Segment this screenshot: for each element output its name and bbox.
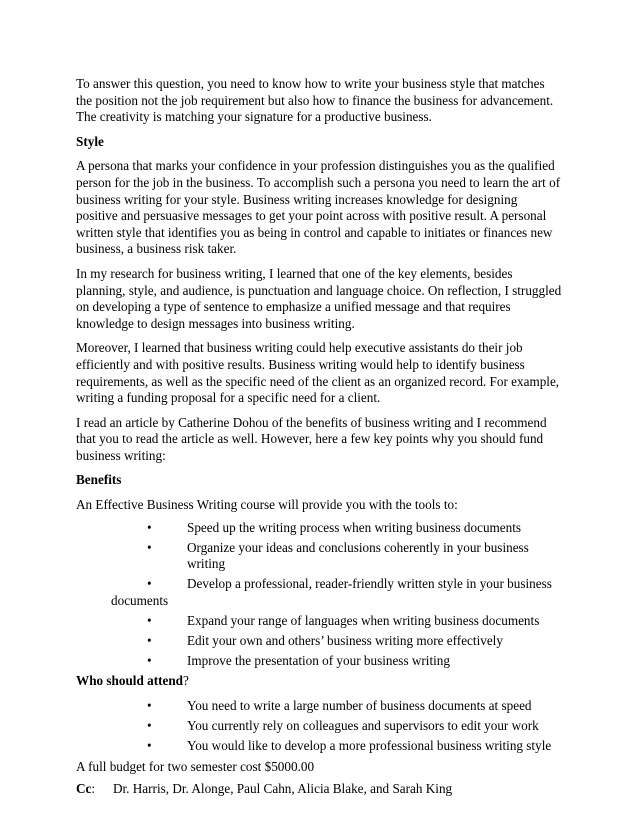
budget-line: A full budget for two semester cost $5000.00 xyxy=(76,758,315,774)
bullet-icon: • xyxy=(147,519,152,535)
cc-label xyxy=(76,781,113,798)
list-item xyxy=(76,520,562,537)
document-page xyxy=(76,76,562,806)
list-item xyxy=(76,738,562,755)
bullet-icon: • xyxy=(147,738,152,754)
cc-colon: : xyxy=(91,781,96,797)
intro-paragraph: To answer this question, you need to know how to write your business style that matches the position not the job requirement but also how to finance the business for advancement. The creativity is matching your signature for a productive business. xyxy=(76,76,554,125)
bullet-icon: • xyxy=(147,539,152,555)
cc-line xyxy=(76,781,562,798)
list-item xyxy=(76,718,562,735)
attend-text: You need to write a large number of business documents at speed xyxy=(187,698,532,713)
benefits-list xyxy=(76,520,562,670)
cc-label-text: Cc xyxy=(76,781,92,797)
bullet-icon: • xyxy=(147,718,152,734)
list-item xyxy=(76,698,562,715)
list-item xyxy=(76,633,562,650)
cc-names: Dr. Harris, Dr. Alonge, Paul Cahn, Alicia Blake, and Sarah King xyxy=(113,781,453,797)
attend-heading-text: Who should attend xyxy=(76,673,184,689)
attend-heading-mark: ? xyxy=(183,673,189,689)
attend-text: You currently rely on colleagues and supervisors to edit your work xyxy=(187,718,539,734)
research-paragraph: In my research for business writing, I learned that one of the key elements, besides planning, style, and audience, is punctuation and language choice. On reflection, I struggled on developing a type of sentence to emphasize a unified message and that requires knowledge to design messages into business writing. xyxy=(76,265,562,331)
benefit-text: Expand your range of languages when writing business documents xyxy=(187,613,540,629)
benefits-heading: Benefits xyxy=(76,472,122,488)
benefit-text: Improve the presentation of your business writing xyxy=(187,653,450,669)
bullet-icon: • xyxy=(147,613,152,629)
benefit-text: Develop a professional, reader-friendly written style in your business xyxy=(187,576,552,592)
benefit-text: Speed up the writing process when writing business documents xyxy=(187,519,522,535)
list-item xyxy=(76,653,562,670)
attend-text: You would like to develop a more professional business writing style xyxy=(187,738,552,754)
bullet-icon: • xyxy=(147,576,152,592)
list-item xyxy=(76,613,562,630)
article-paragraph: I read an article by Catherine Dohou of the benefits of business writing and I recommend that you to read the article as well. However, here a few key points why you should fund business writing: xyxy=(76,414,547,463)
benefits-intro: An Effective Business Writing course will provide you with the tools to: xyxy=(76,497,458,513)
benefit-text: Organize your ideas and conclusions coherently in your business writing xyxy=(187,539,529,572)
attend-list xyxy=(76,698,562,755)
style-heading: Style xyxy=(76,133,104,149)
attend-heading xyxy=(76,673,562,690)
bullet-icon: • xyxy=(147,633,152,649)
bullet-icon: • xyxy=(147,653,152,669)
bullet-icon: • xyxy=(147,698,152,713)
benefit-text: Edit your own and others’ business writing more effectively xyxy=(187,633,503,649)
moreover-paragraph: Moreover, I learned that business writing could help executive assistants do their job efficiently and with positive results. Business writing would help to identify business requirements, as well as the specific need of the client as an organized record. For example, writing a funding proposal for a specific need for a client. xyxy=(76,340,560,406)
list-item xyxy=(76,540,562,573)
list-item xyxy=(76,576,562,609)
style-paragraph: A persona that marks your confidence in your profession distinguishes you as the qualified person for the job in the business. To accomplish such a persona you need to learn the art of business writing for your style. Business writing increases knowledge for designing positive and persuasive messages to get your point across with positive result. A personal written style that identifies you as being in control and capable to initiates or finances new business, a business risk taker. xyxy=(76,158,561,257)
benefit-text-continuation: documents xyxy=(111,593,169,609)
